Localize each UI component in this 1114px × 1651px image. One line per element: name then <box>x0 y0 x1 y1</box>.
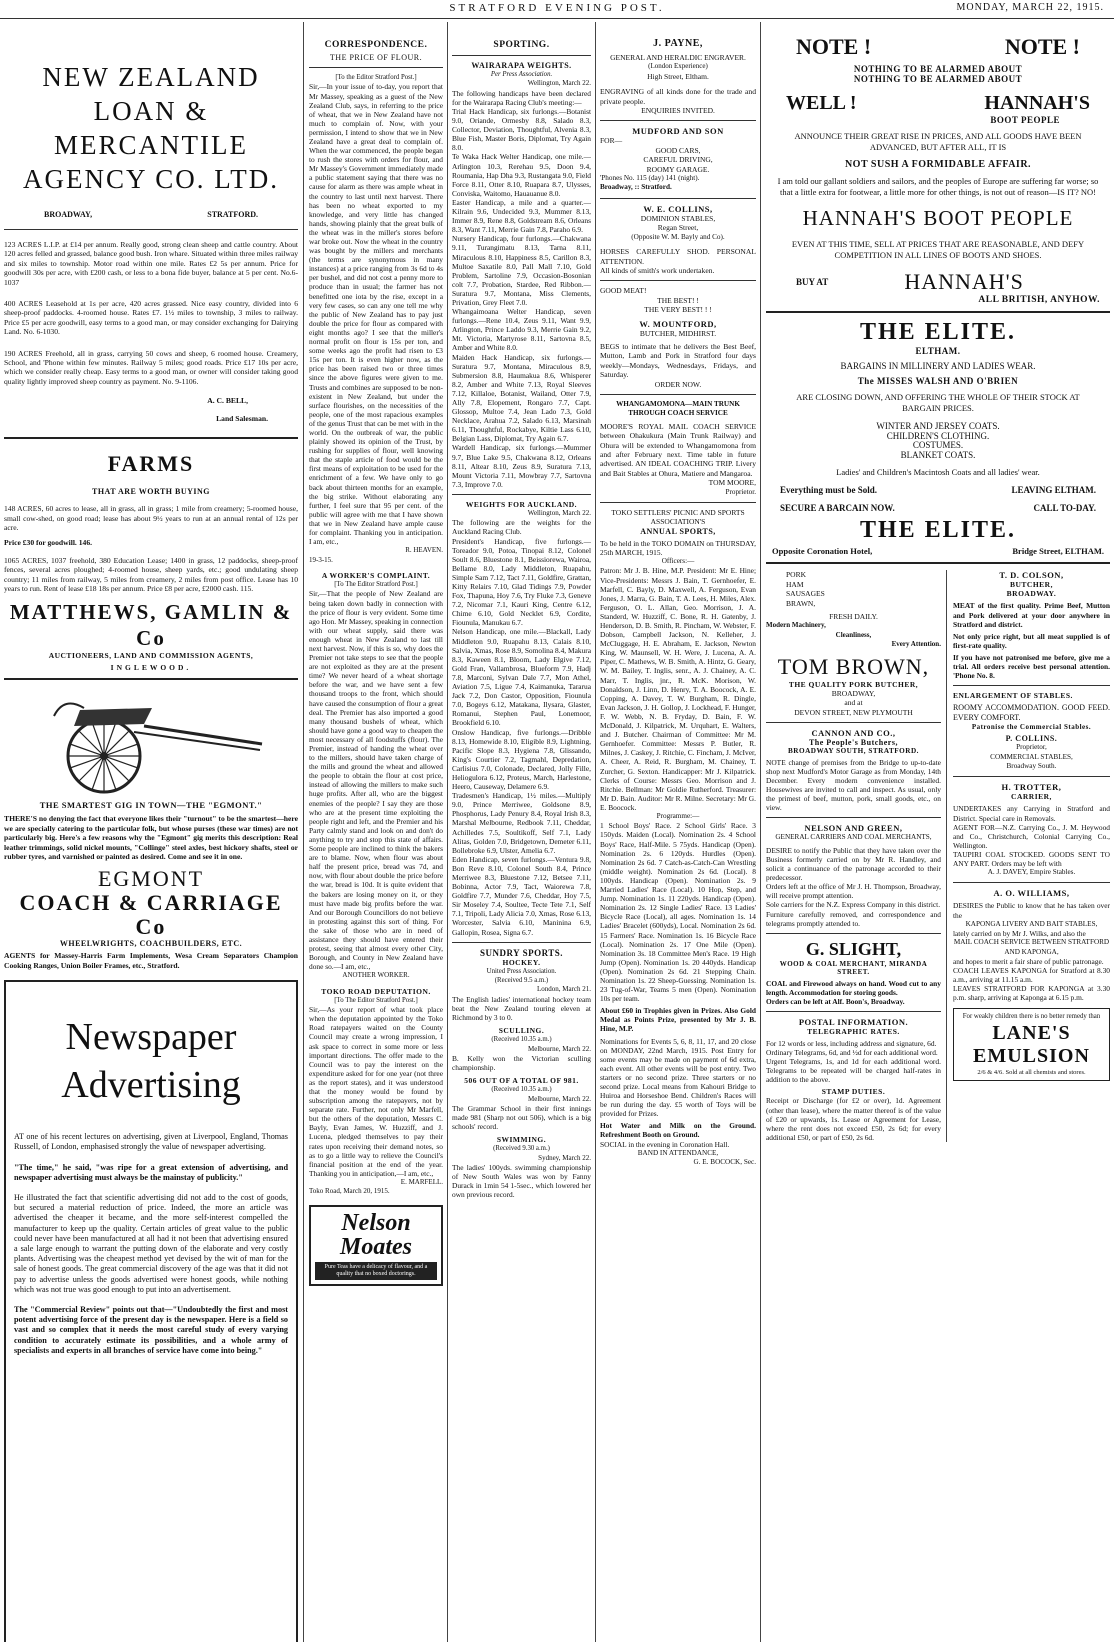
column-2 <box>309 22 443 1642</box>
dateline-2: Wellington, March 22. <box>527 508 591 517</box>
hannahs-announce: ANNOUNCE THEIR GREAT RISE IN PRICES, AND ALL GOODS HAVE BEEN ADVANCED, BUT AFTER ALL, IT IS <box>794 131 1082 152</box>
column-4 <box>600 22 756 1642</box>
tb-broadway: BROADWAY, <box>831 688 876 698</box>
mudford-line-2: CAREFUL DRIVING, <box>643 155 713 165</box>
na-paragraph-3: He illustrated the fact that scientific advertising did not add to the cost of goods, but secured a material reduction of price. Indeed, the more an article was advertised the cheaper it became, and the more self-interest compelled the manufacturer to keep up the quality. Certain articles of great value to the public could never have been manufactured at all had it not been that advertising ensured a sale large enough to warrant the putting down of the elaborate and very costly plants. Advertising was the cheapest method yet devised by the wit of man for the sale of honest goods. The great commercial discovery of the age was that it did not pay to advertise unless the goods advertised were honest goods, while nothing which was not true was good enough to put into an advertisement. <box>14 1193 288 1294</box>
divider <box>452 55 591 56</box>
le-price: 2/6 & 4/6. Sold at all chemists and stores. <box>977 1068 1086 1076</box>
elite-winter: WINTER AND JERSEY COATS. <box>876 421 1000 432</box>
gs-text: COAL and Firewood always on hand. Wood cut to any length. Accommodation for storing goods. <box>766 978 941 997</box>
le-title: LANE'S EMULSION <box>973 1021 1090 1067</box>
sport-p15: The English ladies' international hockey team beat the New Zealand touring eleven at Richmond by 3 to 0. <box>452 994 591 1023</box>
divider <box>600 394 756 395</box>
ht-subtitle: CARRIER, <box>1011 792 1052 802</box>
aw-text-7: LEAVES STRATFORD FOR KAPONGA at 3.30 p.m. sharp, arriving at Kaponga at 6.15 p.m. <box>952 984 1110 1003</box>
good-meat: GOOD MEAT! <box>600 286 647 296</box>
elite-bargains: BARGAINS IN MILLINERY AND LADIES WEAR. <box>840 361 1036 371</box>
tb-subtitle: THE QUALITY PORK BUTCHER, <box>788 679 919 689</box>
tb-machinery: Modern Machinery, <box>766 621 826 630</box>
toko-hot-water: Hot Water and Milk on the Ground. Refreshment Booth on Ground. <box>600 1121 756 1140</box>
farms-listing-2: 1065 ACRES, 1037 freehold, 380 Education Lease; 1400 in grass, 12 paddocks, sheep-proof fences, several acres ploughed; 4-roomed house, sheep yards, etc.; good undulating sheep country; 11 miles from railway, 5 miles from creamery, 2 miles from post office. Lease has 10 years to run. Rent of lease £18 18s per annum. Price £8 per acre, £2000 cash. 115. <box>4 555 298 593</box>
gs-text-2: Orders can be left at Alf. Boon's, Broadway. <box>766 996 905 1006</box>
tb-sausages: SAUSAGES <box>786 589 825 599</box>
sport-p7: Maiden Hack Handicap, six furlongs.—Suratura 9.7, Montana, Miraculous 8.9, Submersion 8.8, Haumakua 8.6, Whisperer 8.2, Amber and White 7.13, Royal Sleeves 7.12, Killaloe, Botanist, Wailand, Otter 7.9, Ally 7.8, Elopement, Rongaro 7.7, Capt. Glossop, Multoe 7.4, Jean Lado 7.3, Gold Necklace, Arahua 7.2, Salado 6.13, Marsinah 6.11, Thoughtful, Rockabye, Kiltie Lass 6.10, Belgian Lass, Diplomat, Try Again 6.7. <box>452 352 591 444</box>
letter-1-signature: R. HEAVEN. <box>405 546 443 555</box>
editor-line-3: [To The Editor Stratford Post.] <box>334 996 418 1004</box>
editor-line-1: [To the Editor Stratford Post.] <box>335 74 417 81</box>
farms-listing-1: 148 ACRES, 60 acres to lease, all in grass, all in grass; 1 mile from creamery; 5-roomed house, small cow-shed, on good road; lease has about 9½ years to run at an annual rental of 12s per acre. <box>4 504 298 532</box>
divider <box>452 942 591 943</box>
column-5-right <box>953 570 1110 1142</box>
column-3 <box>452 22 591 1642</box>
nm-brand-1: Nelson <box>341 1209 411 1236</box>
sport-p6: Whangaimoana Welter Handicap, seven furlongs.—Rene 10.4, Zeus 9.11, Want 9.9, Arlington, Prince Laddo 9.3, Merrie Gain 9.2, Mt. Victoria, Martyrose 8.11, Sartovna 8.5, Amber and White 8.0. <box>452 307 591 353</box>
note-right: NOTE ! <box>1004 34 1080 59</box>
whangamomona-title: WHANGAMOMONA—MAIN TRUNK THROUGH COACH SERVICE <box>616 399 740 418</box>
tb-pork: PORK <box>786 570 807 580</box>
tb-attention: Every Attention. <box>891 640 941 649</box>
nz-title-1: NEW ZEALAND <box>42 62 260 92</box>
sport-p16: B. Kelly won the Victorian sculling championship. <box>452 1053 591 1073</box>
dateline-1: Wellington, March 22. <box>527 79 591 88</box>
letter-3-date: Toko Road, March 20, 1915. <box>309 1187 390 1196</box>
nelson-moates-ad <box>309 1205 443 1286</box>
the-very-best: THE VERY BEST! ! ! <box>644 305 712 315</box>
toko-subtitle: TOKO ROAD DEPUTATION. <box>321 986 431 996</box>
ng-title: NELSON AND GREEN, <box>804 823 903 834</box>
toko-sports-title: TOKO SETTLERS' PICNIC AND SPORTS ASSOCIATION'S <box>611 508 745 527</box>
sport-p2: Trial Hack Handicap, six furlongs.—Botanist 9.0, Oriande, Ormesby 8.8, Salado 8.3, Collector, Deviation, Thoughtful, Alvenia 8.3, Blue Fish, Master Boris, Diplomat, Try Again 8.0. <box>452 107 591 153</box>
letter-3: Sir,—As your report of what took place when the deputation appointed by the Toko Road ratepayers waited on the County Council may create a wrong impression, I ask space to correct in some more or less important directions. The offer made to the Council was to pay the interest on the expenditure asked for for one year (not three as the report states), and it was understood that the money would be found by subscription among the ratepayers, not by separate rate. Further, not only Mr Marfell, but the others of the deputation, Messrs C. Bayly, Evan James, W. Huzziff, and J. Lucena, pledged themselves to pay their rates upon receiving their demand notes, so as to go a little way to relieve the Council's financial position at the end of the year. Thanking you in anticipation,—I am, etc., <box>309 1005 443 1178</box>
worker-subtitle: A WORKER'S COMPLAINT. <box>321 571 431 580</box>
en-title: ENLARGEMENT OF STABLES. <box>952 691 1073 701</box>
issue-date: MONDAY, MARCH 22, 1915. <box>956 2 1104 13</box>
sculling-subtitle: SCULLING. <box>498 1026 545 1036</box>
divider <box>600 502 756 503</box>
collins-subtitle: DOMINION STABLES, <box>640 213 716 223</box>
pc-proprietor: Proprietor, <box>1016 743 1047 752</box>
divider <box>766 311 1110 313</box>
pi-subtitle: TELEGRAPHIC RATES. <box>807 1027 900 1036</box>
divider <box>953 882 1110 883</box>
elite-blanket: BLANKET COATS. <box>900 449 976 460</box>
na-paragraph-1: AT one of his recent lectures on advertising, given at Liverpool, England, Thomas Russell, of London, emphasised strongly the value of newspaper advertising. <box>14 1132 288 1152</box>
en-text-2: Patronise the Commercial Stables. <box>971 723 1092 732</box>
cc-text: NOTE change of premises from the Bridge to up-to-date shop next Mudford's Motor Garage as from Monday, 14th December. Every modern convenience installed. Housewives are invited to call and inspect. As usual, only the primest of beef, mutton, pork, small goods, etc., on view. <box>766 757 941 813</box>
mudford-title: MUDFORD AND SON <box>632 126 724 137</box>
all-british: ALL BRITISH, ANYHOW. <box>978 295 1100 305</box>
divider <box>4 229 298 230</box>
pi-text: For 12 words or less, including address and signature, 6d. <box>766 1039 937 1048</box>
mountford-order: ORDER NOW. <box>654 379 702 389</box>
divider <box>766 562 1110 564</box>
tb-cleanliness: Cleanliness, <box>835 630 872 639</box>
ec-agents: AGENTS for Massey-Harris Farm Implements, Wesa Cream Separators Champion Cooking Ranges, Union Boiler Frames, etc., Stratford. <box>4 951 298 970</box>
auckland-subtitle: WEIGHTS FOR AUCKLAND. <box>465 499 578 509</box>
elite-costumes: COSTUMES. <box>912 440 964 451</box>
aw-text: DESIRES the Public to know that he has taken over the <box>952 901 1110 920</box>
payne-experience: (London Experience) <box>648 62 708 71</box>
elite-secure: SECURE A BARCAIN NOW. <box>780 503 895 514</box>
gig-description: THERE'S no denying the fact that everyone likes their "turnout" to be the smartest—here we are specially catering to the particular folk, but whose purses (these war times) are not particularly big. Here's a few reasons why the "Egmont" gig merits this description: Real leather trimmings, solid nickel mounts, "Collinge" steel axles, best hickory shafts, steel or rubber tyres, and varnished or painted as desired. Come and see it in one. <box>4 814 298 861</box>
united-press: United Press Association. <box>486 967 557 975</box>
dateline-4: Melbourne, March 22. <box>528 1044 591 1053</box>
divider <box>452 494 591 495</box>
toko-officers-label: Officers:— <box>661 557 695 566</box>
payne-enquiries: ENQUIRIES INVITED. <box>641 106 715 116</box>
ng-text-3: Sole carriers for the N.Z. Express Company in this district. <box>766 900 941 910</box>
na-title-2: Advertising <box>61 1064 241 1107</box>
payne-text: ENGRAVING of all kinds done for the trade and private people. <box>600 87 756 106</box>
td-text: MEAT of the first quality. Prime Beef, Mutton and Pork delivered at your door anywhere in Stratford and district. <box>952 601 1110 629</box>
divider <box>600 198 756 199</box>
payne-address: High Street, Eltham. <box>647 71 709 81</box>
tb-and-at: and at <box>844 698 863 708</box>
aw-title: A. O. WILLIAMS, <box>993 888 1070 899</box>
wairarapa-subtitle: WAIRARAPA WEIGHTS. <box>471 61 572 70</box>
pi-text-4: Receipt or Discharge (for £2 or over), 1d. Agreement (other than lease), where the matter thereof is of the value of £20 or upwards, 1s. Lease or Agreement for Lease, where the rent does not exceed £50, 2s 6d; for every additional £50, or part of £50, 2s 6d. <box>766 1096 941 1142</box>
flour-subtitle: THE PRICE OF FLOUR. <box>329 53 423 62</box>
moore-signature: TOM MOORE, <box>708 478 756 488</box>
pi-title: POSTAL INFORMATION. <box>798 1017 909 1027</box>
received-1: (Received 9.5 a.m.) <box>494 977 549 985</box>
ec-subtitle: WHEELWRIGHTS, COACHBUILDERS, ETC. <box>59 939 243 949</box>
elite-eltham: ELTHAM. <box>915 346 961 356</box>
td-subtitle: BUTCHER, <box>1009 580 1053 590</box>
ht-text-2: AGENT FOR—N.Z. Carrying Co., J. M. Heywood and Co., Christchurch, Colonial Carrying Co., Wellington. <box>952 822 1110 850</box>
hockey-subtitle: HOCKEY. <box>502 957 541 967</box>
sport-p18: The ladies' 100yds. swimming championship of New South Wales was won by Fanny Durack in 1min 54 1-5sec., which lowered her own previous record. <box>452 1163 591 1200</box>
elite-title-2: THE ELITE. <box>859 517 1017 544</box>
pi-stamp: STAMP DUTIES. <box>821 1087 886 1097</box>
sport-p11: Nelson Handicap, one mile.—Blackall, Lady Middleton 9.0, Ruapahu 8.13, Calais 8.10, Salvia, Xmas, Rose 8.9, Somolina 8.4, Makura 8.3, Kaween 8.1, Bloom, Lady Elgive 7.12, Gold Fran, Vallambrosa, Blueform 7.9, Hadj 7.8, Marconi, Sylvan Dale 7.7, Mon Athel, Aviation 7.5, Ligue 7.4, Kaimanuka, Tararua Jack 7.2, Don Castor, Opposition, Fiounula 7.0, Bogeys 6.12, Matakana, Ilysara, Glaster, Romanui, Stephen Paul, Lonemoor, Brookfield 6.10. <box>452 627 591 728</box>
mg-title: MATTHEWS, GAMLIN & Co <box>9 600 293 651</box>
ec-title-2: COACH & CARRIAGE Co <box>19 890 283 940</box>
divider <box>309 67 443 68</box>
gs-subtitle: WOOD & COAL MERCHANT, MIRANDA STREET. <box>779 959 928 976</box>
ng-subtitle: GENERAL CARRIERS AND COAL MERCHANTS, <box>775 833 932 842</box>
tb-ham: HAM <box>786 579 804 589</box>
aw-text-6: COACH LEAVES KAPONGA for Stratford at 8.30 a.m., arriving at 11.15 a.m. <box>952 966 1110 985</box>
cricket-subtitle: 506 OUT OF A TOTAL OF 981. <box>464 1076 579 1086</box>
page-header <box>0 0 1114 19</box>
gig-illustration <box>34 686 268 796</box>
received-4: (Received 9.30 a.m.) <box>493 1145 550 1153</box>
ht-text-3: TAUPIRI COAL STOCKED. GOODS SENT TO ANY PART. Orders may be left with <box>952 849 1110 868</box>
na-title-1: Newspaper <box>65 1016 237 1059</box>
letter-1: Sir,—In your issue of to-day, you report that Mr Massey, speaking as a guest of the New Zealand Club, says, in referring to the price of wheat, that we in New Zealand have not much to complain of. Now, with your permission, I intend to show that we in New Zealand have a great deal to complain of. When the war commenced, the people began to rush the stores with orders for flour, and Mr Massey's Government immediately made a public statement saying that there was no cause for alarm as there was ample wheat in the country to last until next harvest. There has been no wheat exported to my knowledge, and very little has changed hands, showing plainly that the great bulk of the wheat was in the miller's stores before war broke out. Now the wheat in the country was bought by the millers and merchants (the terms are synonymous in many instances) at a price ranging from 3s 6d to 4s per bushel, and did not cost a penny more to produce than in usual; the farmer has not benefitted one iota by the rise, except in a very few cases, so can any one tell me why the public of New Zealand has to pay just double the price for flour as compared with eight months ago? I see that the miller's normal profit on flour is 15s per ton, and some weeks ago the profit had risen to £3 15s per ton. It is even higher now, as the price has been raised two or three times since the above figures were given to me. Trusts and combines are supposed to be non-existent in New Zealand, but under the surface flourishes, on the necessities of the people, one of the most rapacious examples of the genus Trust that can be met with in the world. On the outbreak of war, the public plainly showed its opinion of the Trust, by rushing for supplies of flour, well knowing that the staple article of food would be the first means of exploitation to be used for the enrichment of a few. We have only to go back about thirteen months for an example, the big strike. Without elaborating any further, I feel sure that 95 per cent. of the public will agree with me that I have shown that we in New Zealand have ample cause for complaint. Thanking you in anticipation. I am, etc., <box>309 82 443 547</box>
sport-p10: President's Handicap, five furlongs.—Toreador 9.0, Potoa, Tinopai 8.12, Colonel Soult 8.6, Bluestone 8.1, Beissiorewa, Wairoa, Bellame 8.0, Lady Middleton, Ruapahu, Simple Sam 7.12, Tact 7.11, Goldfire, Grattan, Kitty Relairs 7.10, Glad Tidings 7.9, Powder Fox, Thapuna, Hoy 7.6, Try Fluke 7.3, Geneve 7.2, Nicomar 7.1, Kauri King, Centre 6.12, Chime 6.10, Gold Necklet 6.9, Cordite, Fiounula, Manukau 6.7. <box>452 536 591 628</box>
elite-call: CALL TO-DAY. <box>1033 503 1096 514</box>
buy-at: BUY AT <box>796 277 829 287</box>
column-5-left <box>766 570 947 1142</box>
press-association-1: Per Press Association. <box>490 71 553 78</box>
cc-title: CANNON AND CO., <box>811 727 896 738</box>
tb-fresh: FRESH DAILY. <box>829 612 878 622</box>
mountford-text: BEGS to intimate that he delivers the Best Beef, Mutton, Lamb and Pork in Stratford four days weekly—Mondays, Wednesdays, Fridays, and Saturday. <box>600 341 756 380</box>
divider <box>600 120 756 121</box>
sport-p9: The following are the weights for the Auckland Racing Club. <box>452 518 591 537</box>
farms-subtitle: THAT ARE WORTH BUYING <box>91 487 211 497</box>
divider <box>4 678 298 680</box>
ec-title-1: EGMONT <box>97 866 205 892</box>
sport-p12: Onslow Handicap, five furlongs.—Dribble 8.13, Homewide 8.10, Eligible 8.9, Lightning, Pacific Slope 8.3, Hygiena 7.8, Glissando, King's Courtier 7.2, Tagmahl, Depredation, Carlisius 7.0, Colonade, Declared, Jolly Fille, Heliogulora 6.12, Proteus, March, Harlestone, Heero, Causeway, Delamere 6.9. <box>452 727 591 792</box>
letter-1-date: 19-3-15. <box>309 555 333 564</box>
mountford-subtitle: BUTCHER, MIDHIRST. <box>639 328 717 338</box>
mountford-title: W. MOUNTFORD, <box>639 318 717 329</box>
correspondence-title: CORRESPONDENCE. <box>324 40 428 50</box>
divider <box>766 722 941 723</box>
collins-text: HORSES CAREFULLY SHOD. PERSONAL ATTENTION. <box>600 247 756 266</box>
dateline-3: London, March 21. <box>536 985 591 994</box>
na-paragraph-4: The "Commercial Review" points out that—"Undoubtedly the first and most potent advertising force of the present day is the newspaper. Here is a field so vast and so complex that it needs the most careful study of every varying condition to accurately estimate its possibilities, and a whole army of specialists and experts in all branches of service have come into being." <box>14 1305 288 1355</box>
nz-signature: A. C. BELL, <box>207 396 248 406</box>
nz-title-2: LOAN & MERCANTILE <box>54 96 248 160</box>
divider <box>600 280 756 281</box>
sport-p14: Eden Handicap, seven furlongs.—Ventura 9.8, Bon Reve 8.10, Colonel South 8.4, Prince Merriwee 8.3, Bluestone 7.12, Betsee 7.11, Bobinna, Actor 7.9, Tact, Waiorewa 7.8, Goldfire 7.7, Munder 7.6, Cheddar, Hoy 7.5, Sir Moseley 7.4, Soultee, Tecte Tete 7.1, Self 7.1, Tripoli, Lady Alicia 7.0, Xmas, Rose 6.13, Worcester, Salvia 6.10, Maninina 6.9, Gallopin, Rosea, Signa 6.7. <box>452 854 591 937</box>
elite-misses: The MISSES WALSH AND O'BRIEN <box>857 376 1019 387</box>
whangamomona-text: MOORE'S ROYAL MAIL COACH SERVICE between Ohakukura (Main Trunk Railway) and Ohura will be extended to Whangamomona from and after February next. Time table in future advertised. AN IDEAL COACHING TRIP. Livery and Bait Stables at Ohura, Matiere and Mangaroa. <box>600 421 756 478</box>
elite-children: CHILDREN'S CLOTHING. <box>886 430 990 441</box>
letter-2-signature: ANOTHER WORKER. <box>342 971 410 980</box>
toko-programme-label: Programme:— <box>656 811 700 820</box>
td-broadway: BROADWAY. <box>1006 589 1057 599</box>
mudford-line-1: GOOD CARS, <box>655 145 701 155</box>
dateline-5: Melbourne, March 22. <box>528 1094 591 1103</box>
dateline-6: Sydney, March 22. <box>538 1153 591 1162</box>
gig-icon <box>34 686 268 796</box>
nm-brand-2: Moates <box>340 1233 412 1260</box>
collins-title: W. E. COLLINS, <box>643 203 713 214</box>
cc-address: BROADWAY SOUTH, STRATFORD. <box>788 746 919 755</box>
collins-address: Regan Street, <box>657 223 699 233</box>
tb-title: TOM BROWN, <box>777 653 930 679</box>
tb-devon: DEVON STREET, NEW PLYMOUTH <box>794 707 913 717</box>
collins-opposite: (Opposite W. M. Bayly and Co). <box>631 232 725 241</box>
farms-listing-1-price: Price £30 for goodwill. 146. <box>4 538 93 548</box>
toko-held: To be held in the TOKO DOMAIN on THURSDAY, 25th MARCH, 1915. <box>600 538 756 557</box>
ng-text-4: Furniture carefully removed, and correspondence and telegrams promptly attended to. <box>766 909 941 928</box>
toko-social: SOCIAL in the evening in Coronation Hall. <box>600 1139 730 1149</box>
ht-text: UNDERTAKES any Carrying in Stratford and District. Special care in Removals. <box>952 804 1110 823</box>
toko-sports-subtitle: ANNUAL SPORTS, <box>640 526 716 536</box>
ht-title: H. TROTTER, <box>1001 782 1062 793</box>
nz-listing-1: 123 ACRES L.I.P. at £14 per annum. Really good, strong clean sheep and cattle country. About 120 acres felled and grassed, balance good bush. Iron whare. Situated within three miles railway and six miles to township. Motor road within one mile. Rates £2 5s per annum. Price for goodwill 30s per acre, with £200 cash, or less to a bona fide buyer, balance at 5 per cent. No.6-1037 <box>4 240 298 287</box>
divider <box>766 817 941 818</box>
mg-subtitle: AUCTIONEERS, LAND AND COMMISSION AGENTS, <box>48 651 254 661</box>
nz-signature-title: Land Salesman. <box>216 413 268 423</box>
editor-line-2: [To The Editor Stratford Post.] <box>334 581 418 588</box>
sport-p17: The Grammar School in their first innings made 981 (Sharp not out 506), which is a big schools' record. <box>452 1103 591 1132</box>
gs-title: G. SLIGHT, <box>805 938 902 959</box>
elite-bridge: Bridge Street, ELTHAM. <box>1012 546 1104 557</box>
moore-title: Proprietor. <box>725 487 756 496</box>
lanes-emulsion-ad <box>953 1008 1110 1081</box>
gig-caption: THE SMARTEST GIG IN TOWN—THE "EGMONT." <box>39 800 263 811</box>
hannahs-even: EVEN AT THIS TIME, SELL AT PRICES THAT ARE REASONABLE, AND DEFY COMPETITION IN ALL LINES OF BOOTS AND SHOES. <box>791 239 1085 260</box>
nm-tagline: Pure Teas have a delicacy of flavour, and a quality that no boxed doctorings. <box>315 1262 437 1280</box>
hannahs-not-such: NOT SUSH A FORMIDABLE AFFAIR. <box>844 159 1032 170</box>
nz-listing-2: 400 ACRES Leasehold at 1s per acre, 420 acres grassed. Nice easy country, divided into 6 sheep-proof paddocks. 4-roomed house. Rates £7. 1½ miles to township, 3 miles to railway. Price £5 per acre goodwill, easy terms to a good man, or may consider exchanging for Dairying Land. No. 6-1030. <box>4 299 298 337</box>
alarm-line-2: NOTHING TO BE ALARMED ABOUT <box>853 74 1023 84</box>
toko-nominations: Nominations for Events 5, 6, 8, 11, 17, and 20 close on MONDAY, 22nd March, 1915. Post Entry for some events may be made on payment of 6d extra, each event. All other events will be post entry. Two starters or no second prize. Three starters or no second prize. Local means from Kahouri Bridge to Huiroa and Horseshoe Bend. Children's Races will be run during the day. £5 worth of Toys will be provided for Prizes. <box>600 1036 756 1119</box>
pc-broadway: Broadway South. <box>1006 762 1057 770</box>
aw-text-4: MAIL COACH SERVICE BETWEEN STRATFORD AND KAPONGA, <box>953 938 1110 956</box>
column-rule <box>760 22 761 1642</box>
toko-secretary: G. E. BOCOCK, Sec. <box>693 1158 756 1167</box>
note-left: NOTE ! <box>796 34 872 59</box>
toko-band: BAND IN ATTENDANCE, <box>637 1148 719 1157</box>
tb-brawn: BRAWN, <box>786 598 816 608</box>
ng-text-2: Orders left at the office of Mr J. H. Thompson, Broadway, will receive prompt attention. <box>766 882 941 901</box>
column-1 <box>4 22 298 1642</box>
mudford-for: FOR— <box>600 136 623 146</box>
elite-opposite: Opposite Coronation Hotel, <box>772 546 873 557</box>
collins-text-2: All kinds of smith's work undertaken. <box>600 265 715 275</box>
nz-listing-3: 190 ACRES Freehold, all in grass, carrying 50 cows and sheep, 6 roomed house. Creamery, School, and 'Phone within few minutes. Railway 5 miles; good roads. Price £17 10s per acre, which we consider really cheap. Easy terms to a good man, or owner will consider taking good quality lightly improved sheep country as payment. No. 9-1106. <box>4 348 298 386</box>
sundry-title: SUNDRY SPORTS. <box>479 947 564 958</box>
en-text: ROOMY ACCOMMODATION. GOOD FEED. EVERY COMFORT. <box>952 703 1110 723</box>
boot-people: BOOT PEOPLE <box>990 115 1060 125</box>
sport-p4: Easter Handicap, a mile and a quarter.—Kilrain 9.6, Undecided 9.3, Mummer 8.13, Immer 8.9, Rene 8.8, Goldstream 8.6, Orleans 8.3, Want 7.11, Merrie Gain 7.8, Paraho 6.9. <box>452 197 591 235</box>
le-tagline: For weakly children there is no better remedy than <box>962 1013 1101 1021</box>
elite-macs: Ladies' and Children's Macintosh Coats and all ladies' wear. <box>836 467 1040 478</box>
sport-p3: Te Waka Hack Welter Handicap, one mile.—Arlington 10.3, Rerehau 9.5, Doon 9.4, Roumania, Hap Dha 9.3, Rustangata 9.0, Field Force 8.11, Otter 8.10, Ruapara 8.7, Ulysses, Conviska, Waitomo, Hauauanue 8.0. <box>452 152 591 198</box>
toko-officers: Patron: Mr J. B. Hine, M.P. President: Mr E. Hine; Vice-Presidents: Messrs J. Bain, T. Gernhoefer, E. Marfell, C. Bayly, D. Maxwell, A. Ferguson, Evan Jones, J. Marra, G. Bain, T. A. Lees, H. Miles, Alex. Ferguson, O. L. Allan, Geo. Morrison, J. A. Standerd, W. Huzziff, C. Bone, R. H. Gatenby, J. Henderson, D. B. Smith, R. Pincham, W. Webster, F. Dobson, Campbell Jackson, N. Kelleher, J. McCluggage, H. E. Abraham, E. Jackson, Newton King, W. Maunsell, W. H. Were, J. Lucena, A. A. Piper, C. Mathews, W. B. Smith, A. Hintz, G. Geary, W. M. Bailey, T. Inglis, senr., A. J. Chainey, A. C. Marr, T. Inglis, jnr., R. McK. Morison, W. Donaldson, J. Linn, D. Henry, T. A. Boocock, A. E. Copping, A. Davey, T. W. Burgham, R. Dingle, Evan Jackson, J. H. Gollop, J. Lockhead, F. Hunger, F. W. Webb, N. B. Fryday, D. Bain, F. W. McDonald, J. Kilpatrick, M. Urquhart, E. Walters, and J. Butcher. Chairman of Committee: Mr M. Gernhoefer. Committee: Messrs P. Butler, R. Milnes, J. Caskey, J. Ritchie, C. Fincham, J. McIver, A. Cheer, A. Reid, R. Burgham, M. Chainey, T. Zurcher, G. Sexton. Handicapper: Mr J. Kilpatrick. Clerks of Course: Messrs Geo. Morrison and J. Ritchie. Bellman: Mr Goldie Rutherford. Treasurer: Mr D. Bain. Auditor: Mr R. Milne. Secretary: Mr G. E. Boocock. <box>600 566 756 812</box>
sport-p1: The following handicaps have been declared for the Wairarapa Racing Club's meeting:— <box>452 88 591 107</box>
column-rule <box>303 22 304 1642</box>
mudford-broadway: Broadway, :: Stratford. <box>600 183 672 192</box>
sporting-title: SPORTING. <box>493 40 550 50</box>
sport-p5: Nursery Handicap, four furlongs.—Chakwana 9.11, Turangimatu 8.13, Tarna 8.11, Miraculous 8.10, Happiness 8.5, Carillon 8.3, Multoe Saxatile 8.0, Pall Mall 7.10, Gold Problem, Sartoline 7.9, Occasion-Bosonian colt 7.7, Probation, Stardee, Red Ribbon.—Suratura 9.7, Montana, Miss Clements, Privation, Grey Fleet 7.0. <box>452 234 591 307</box>
nz-address-2: STRATFORD. <box>207 210 258 219</box>
newspaper-advertising-box <box>4 980 298 1642</box>
toko-prizes: About £60 in Trophies given in Prizes. Also Gold Medal as Points Prize, presented by Mr J. B. Hine, M.P. <box>600 1006 756 1034</box>
elite-title: THE ELITE. <box>859 319 1017 345</box>
divider <box>4 437 298 439</box>
payne-title: J. PAYNE, <box>653 38 703 49</box>
na-paragraph-2: "The time," he said, "was ripe for a great extension of advertising, and newspaper advertising must always be the mainstay of publicity." <box>14 1162 288 1182</box>
pi-text-2: Ordinary Telegrams, 6d, and ½d for each additional word. <box>766 1048 938 1058</box>
pc-title: P. COLLINS. <box>1005 734 1058 744</box>
divider <box>766 1011 941 1012</box>
elite-closing: ARE CLOSING DOWN, AND OFFERING THE WHOLE OF THEIR STOCK AT BARGAIN PRICES. <box>796 392 1080 414</box>
hannahs-boot-people: HANNAH'S BOOT PEOPLE <box>802 206 1074 230</box>
divider <box>953 776 1110 777</box>
aw-text-3: lately carried on by Mr J. Wilks, and also the <box>952 929 1086 939</box>
toko-programme: 1 School Boys' Race. 2 School Girls' Race. 3 150yds. Maiden (Local). Nomination 2s. 4 School Boys' Race, Half-Mile. 5 75yds. Handicap (Open). Nomination 2s. 6 120yds. Hurdles (Open). Nomination 2s 6d. 7 Catch-as-Catch-Can Wrestling (middle weight). Nomination 2s 6d. (Local). 8 100yds. Handicap (Open). Nomination 2s. 9 Married Ladies' Race (Local). 10 Hop, Step, and Jump. Nomination 1s. 11 220yds. Handicap (Open). Nomination 2s. 12 Single Ladies' Race. 13 Ladies' Bicycle Race (Local), all ages. Nomination 1s. 14 Ladies' Bracelet (600yds), Local. Nomination 2s 6d. 15 Farmers' Race. Nomination 1s. 16 Bicycle Race (Local). Nomination 2s. 17 One Mile (Open). Nomination 3s. 18 Committee Men's Race. 19 High Jump (Open). Nomination 1s. 20 440yds. Handicap (Open). Nomination 2s 6d. 21 Stepping Chain. Nomination 1s. 22 Sheep-Guessing. Nomination 1s. 23 Tug-of-War, Teams 5 men (Open). Nomination 10s per team. <box>600 821 756 1004</box>
cc-subtitle: The People's Butchers, <box>808 737 898 747</box>
aw-text-2: KAPONGA LIVERY AND BAIT STABLES, <box>965 919 1098 928</box>
payne-subtitle: GENERAL AND HERALDIC ENGRAVER. <box>610 53 746 62</box>
td-text-3: If you have not patronised me before, give me a trial. All orders receive best personal attention. 'Phone No. 8. <box>952 652 1110 681</box>
nz-title-3: AGENCY CO. LTD. <box>22 164 279 194</box>
received-3: (Received 10.35 a.m.) <box>491 1086 552 1094</box>
nz-address-1: BROADWAY, <box>44 210 93 219</box>
letter-3-signature: E. MARFELL. <box>400 1177 443 1186</box>
column-rule <box>447 22 448 1642</box>
elite-leaving: LEAVING ELTHAM. <box>1011 485 1096 496</box>
swimming-subtitle: SWIMMING. <box>496 1135 547 1145</box>
elite-everything: Everything must be Sold. <box>780 485 878 496</box>
td-text-2: Not only price right, but all meat supplied is of first-rate quality. <box>952 631 1110 650</box>
ht-text-4: A. J. DAVEY, Empire Stables. <box>987 868 1076 877</box>
mudford-line-3: ROOMY GARAGE. <box>646 164 710 174</box>
ng-text: DESIRE to notify the Public that they have taken over the Business formerly carried on by Mr R. Handley, and solicit a continuance of the patronage accorded to their predecessor. <box>766 845 941 883</box>
hannahs-buy: HANNAH'S <box>904 269 1024 294</box>
column-rule <box>595 22 596 1642</box>
letter-2: Sir,—That the people of New Zealand are being taken down badly in connection with the price of flour is very evident. Some time ago Hon. Mr Massey, speaking in connection with our wheat supply, said there was enough wheat in New Zealand to last till next harvest. Now, if this is so, why does the Premier not take steps to see that the people are not exploited as they are at the present time? We never heard of a wheat shortage before the war, and we have sent a few thousand troops to the front, which should have caused the consumption of flour a great deal. The Premier has also imported a good many thousand bushels of wheat, which should have gone a good way to cheapen the most necessary of all foodstuffs (flour). The Premier, instead of handing the wheat over to the millers, should have taken charge of the mills and ground the wheat and allowed the people to obtain the flour at cost price, instead of allowing the millers to make such huge profits. After all, who are the biggest enemies of the people? I say they are those who are at the present time exploiting the people right and left, and the Premier and his Party calmly stand and look on and don't do anything to try and stop this state of affairs. Some people are inclined to think the bakers are to blame. Now, when flour was about half the present price, bread was 7d, and now, with flour about double the price before the war, bread is 10d. It is quite evident that the bakers are losing money on it, or they must have made big profits before the war. And our Borough Councillors do not believe in protesting against this sort of thing. For the sake of those who are in need of assistance they should have entered their protest, seeing that almost every other City, Borough, and County in New Zealand have done so.—I am, etc., <box>309 589 443 972</box>
sport-p13: Tradesmen's Handicap, 1½ miles.—Multiply 9.0, Prince Merriwee, Goldsone 8.9, Phosphorus, Lady Penury 8.4, Royal Irish 8.3, Marshal Melbourne, Redbook 7.11, Cheddar, Achilledes 7.5, Soultikoff, Self 7.1, Lady Alitas, Golden 7.0, Bridgetown, Demeter 6.11, Bollebroke 6.9, Ulster, Amelia 6.7. <box>452 791 591 855</box>
masthead: STRATFORD EVENING POST. <box>449 2 665 14</box>
well-text: WELL ! <box>786 92 857 114</box>
td-title: T. D. COLSON, <box>999 570 1064 581</box>
divider <box>766 933 941 934</box>
the-best: THE BEST! ! <box>657 295 699 305</box>
pc-stables: COMMERCIAL STABLES, <box>990 752 1073 761</box>
farms-title: FARMS <box>107 451 195 477</box>
column-5 <box>766 22 1110 1642</box>
received-2: (Received 10.35 a.m.) <box>491 1036 552 1044</box>
mg-town: INGLEWOOD. <box>110 663 192 673</box>
divider <box>953 685 1110 686</box>
alarm-line-1: NOTHING TO BE ALARMED ABOUT <box>853 64 1023 74</box>
hannahs-text: HANNAH'S <box>984 92 1090 114</box>
hannahs-told: I am told our gallant soldiers and sailors, and the peoples of Europe are suffering far worse; so that a little extra for footwear, a little more for other things, is not out of reason—IS IT? NO! <box>777 176 1099 197</box>
mudford-phones: 'Phones No. 115 (day) 141 (night). <box>600 174 700 183</box>
sport-p8: Wardell Handicap, six furlongs.—Mummer 9.7, Blue Lake 9.5, Chakwana 8.12, Orleans 8.11, Altear 8.10, Zeus 8.9, Suratura 7.13, Mount Victoria 7.11, Mowbray 7.7, Sartovna 7.3, Improve 7.0. <box>452 443 591 489</box>
pi-text-3: Urgent Telegrams, 1s, and 1d for each additional word. Telegrams to be repeated will be charged half-rates in addition to the above. <box>766 1057 941 1085</box>
aw-text-5: and hopes to merit a fair share of public patronage. <box>952 956 1104 966</box>
